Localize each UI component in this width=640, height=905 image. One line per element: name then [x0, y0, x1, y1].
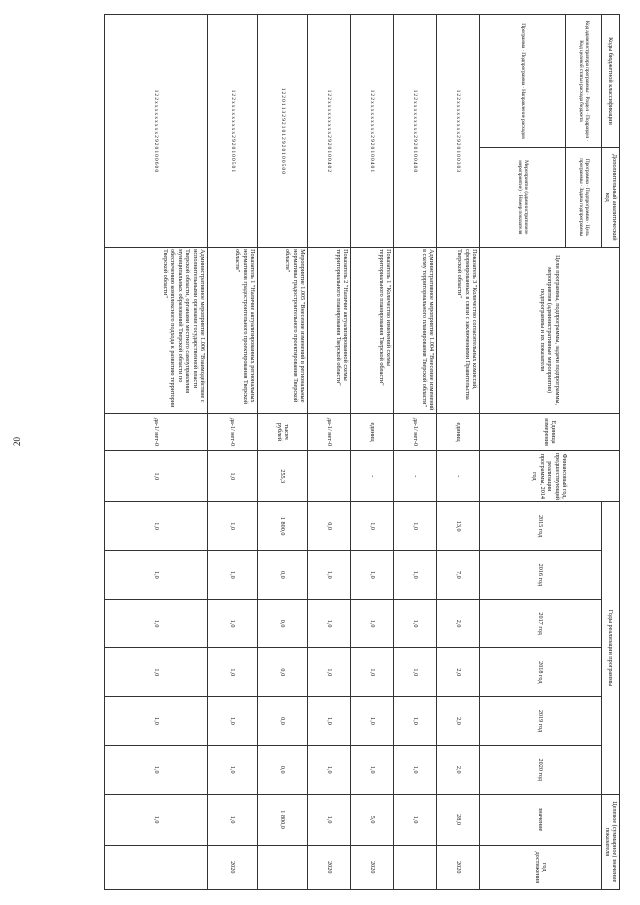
y2015-cell: 0,0	[308, 502, 351, 551]
y2017-cell: 2,0	[437, 599, 480, 648]
y2020-cell: 1,0	[208, 745, 258, 794]
code-cell: 1 2 2 x x x x x x x x x 2 9 2 0 1 0 0 6 0 0	[105, 15, 208, 248]
name-cell: Мероприятие 1.005 "Внесение изменений в региональные нормативы градостроительного проектирования Тверской области"	[258, 247, 308, 413]
section-header: Раздел	[584, 96, 591, 111]
y2019-cell: 0,0	[258, 697, 308, 746]
y2020-cell: 0,0	[258, 745, 308, 794]
y2019-cell: 2,0	[437, 697, 480, 746]
y2016-cell: 7,0	[437, 551, 480, 600]
value-header: значение	[480, 794, 602, 845]
rotated-table-container	[60, 14, 620, 890]
y2020-cell: 1,0	[308, 745, 351, 794]
y2016-cell: 0,0	[258, 551, 308, 600]
name-cell: Показатель 1 "Наличие актуализированных региональных нормативов градостроительного проектирования Тверской области"	[208, 247, 258, 413]
achieve-year-cell	[105, 845, 208, 889]
unit-cell: да-1/ нет-0	[105, 413, 208, 451]
name-cell: Показатель 2 "Наличие актуализированной схемы территориального планирования Тверской области"	[308, 247, 351, 413]
program-header: Программа	[519, 23, 526, 49]
target-value-cell: 5,0	[351, 794, 394, 845]
unit-cell: единиц	[351, 413, 394, 451]
y2015-cell: 1,0	[394, 502, 437, 551]
table-row	[394, 15, 437, 890]
code-cell: 1 2 2 x x x x x x x x x 2 9 2 0 1 0 0 3 0 3	[437, 15, 480, 248]
subsection-header: Подраздел	[584, 115, 591, 139]
y2018-cell: 1,0	[208, 648, 258, 697]
admin-code-header: Код администратора программы	[584, 20, 591, 93]
target-value-cell: 1 800,0	[258, 794, 308, 845]
program-a-header: Программа	[584, 158, 591, 184]
target-value-cell: 28,0	[437, 794, 480, 845]
table-row	[437, 15, 480, 890]
target-article-header: Код целевой статьи расхода бюджета	[577, 40, 584, 122]
fin-year-cell	[308, 451, 351, 502]
budget-codes-header: Коды бюджетной классификации	[602, 15, 620, 148]
years-header: Годы реализации программы	[602, 502, 620, 794]
y2018-cell: 1,0	[308, 648, 351, 697]
table-row	[351, 15, 394, 890]
unit-header: Единица измерения	[480, 413, 620, 451]
program-table	[104, 14, 620, 890]
y2015-cell: 13,0	[437, 502, 480, 551]
y2018-header: 2018 год	[480, 648, 602, 697]
program-goal-header: Цель программы	[577, 158, 591, 236]
y2016-cell: 1,0	[105, 551, 208, 600]
fin-year-cell: -	[437, 451, 480, 502]
code-cell: 1 2 2 0 1 1 3 2 9 2 1 0 1 2 9 2 0 1 0 0 5 0 0	[258, 15, 308, 248]
activity-header: Мероприятие (административное мероприятие)	[516, 160, 530, 235]
y2017-cell: 1,0	[105, 599, 208, 648]
y2017-cell: 1,0	[351, 599, 394, 648]
unit-cell: тысяч рублей	[258, 413, 308, 451]
y2017-cell: 1,0	[208, 599, 258, 648]
name-cell: Административное мероприятие 1.006 "Взаимодействие с исполнительными органами государственной власти Тверской области, органами местного самоуправления муниципальных образований Тверской области по обеспечению комплексного подхода к развитию территории Тверской области"	[105, 247, 208, 413]
achieve-year-cell	[258, 845, 308, 889]
subprogram-a-header: Подпрограмма	[584, 187, 591, 221]
achieve-year-cell: 2020	[437, 845, 480, 889]
fin-year-cell: -	[394, 451, 437, 502]
y2019-cell: 1,0	[105, 697, 208, 746]
y2018-cell: 2,0	[437, 648, 480, 697]
unit-cell: да-1/ нет-0	[208, 413, 258, 451]
y2018-cell: 0,0	[258, 648, 308, 697]
code-cell: 1 2 2 x x x x x x x x x 2 9 2 0 1 0 0 4 0 0	[394, 15, 437, 248]
y2015-cell: 1 800,0	[258, 502, 308, 551]
y2019-cell: 1,0	[308, 697, 351, 746]
fin-year-cell: 255,3	[258, 451, 308, 502]
indicator-no-header: Номер показателя	[516, 194, 523, 235]
unit-cell: да-1/ нет-0	[394, 413, 437, 451]
analytic-subheaders-2: Мероприятие (административное мероприятие) · Номер показателя	[480, 147, 566, 247]
fin-year-cell: 1,0	[208, 451, 258, 502]
y2020-header: 2020 год	[480, 745, 602, 794]
fin-year-cell: 1,0	[105, 451, 208, 502]
y2017-cell: 0,0	[258, 599, 308, 648]
achieve-year-cell: 2020	[351, 845, 394, 889]
table-row	[308, 15, 351, 890]
names-header: Цели программы, подпрограммы, задачи подпрограммы, мероприятия (административные мероприятия) подпрограммы и их показатели	[480, 247, 620, 413]
code-cell: 1 2 2 x x x x x x x x x 2 9 2 0 1 0 0 4 0 2	[308, 15, 351, 248]
code-cell: 1 2 2 x x x x x x x x x 2 9 2 0 1 0 0 5 0 1	[208, 15, 258, 248]
y2017-header: 2017 год	[480, 599, 602, 648]
table-row	[258, 15, 308, 890]
fin-year-header: Финансовый год, предшествующий реализации программы, 2014 год	[480, 451, 620, 502]
y2016-cell: 1,0	[308, 551, 351, 600]
code-subheaders-2: Программа · Подпрограмма · Направление расходов	[480, 15, 566, 148]
name-cell: Административное мероприятие 1.004 "Внесение изменений в схему территориального планирования Тверской области"	[394, 247, 437, 413]
target-value-cell: 1,0	[208, 794, 258, 845]
code-subheaders: Код администратора программы · Раздел · Подраздел · Код целевой статьи расхода бюджета	[566, 15, 602, 148]
y2017-cell: 1,0	[394, 599, 437, 648]
y2017-cell: 1,0	[308, 599, 351, 648]
subprogram-task-header: Задача подпрограммы	[577, 187, 584, 237]
expense-direction-header: Направление расходов	[519, 89, 526, 139]
target-value-cell: 1,0	[308, 794, 351, 845]
y2016-cell: 1,0	[394, 551, 437, 600]
y2020-cell: 1,0	[394, 745, 437, 794]
unit-cell: единиц	[437, 413, 480, 451]
y2019-cell: 1,0	[351, 697, 394, 746]
y2016-header: 2016 год	[480, 551, 602, 600]
y2020-cell: 1,0	[351, 745, 394, 794]
y2015-cell: 1,0	[208, 502, 258, 551]
y2018-cell: 1,0	[105, 648, 208, 697]
y2020-cell: 1,0	[105, 745, 208, 794]
y2020-cell: 2,0	[437, 745, 480, 794]
target-value-cell: 1,0	[394, 794, 437, 845]
y2019-cell: 1,0	[208, 697, 258, 746]
analytic-subheaders: Программа · Подпрограмма · Цель программы · Задача подпрограммы	[566, 147, 602, 247]
achieve-year-cell: 2020	[208, 845, 258, 889]
y2016-cell: 1,0	[208, 551, 258, 600]
achieve-year-header: год достижения	[480, 845, 602, 889]
code-cell: 1 2 2 x x x x x x x x x 2 9 2 0 1 0 0 4 0 1	[351, 15, 394, 248]
table-row	[208, 15, 258, 890]
subprogram-b-header: Подпрограмма	[519, 52, 526, 85]
table-row	[105, 15, 208, 890]
fin-year-cell: -	[351, 451, 394, 502]
analytic-code-header: Дополнительный аналитический код	[602, 147, 620, 247]
y2018-cell: 1,0	[394, 648, 437, 697]
y2019-header: 2019 год	[480, 697, 602, 746]
unit-cell: да-1/ нет-0	[308, 413, 351, 451]
y2015-cell: 1,0	[105, 502, 208, 551]
y2018-cell: 1,0	[351, 648, 394, 697]
name-cell: Показатель 1 "Количество изменений схемы территориального планирования Тверской области"	[351, 247, 394, 413]
page-number: 20	[12, 437, 22, 446]
achieve-year-cell	[394, 845, 437, 889]
y2015-header: 2015 год	[480, 502, 602, 551]
y2019-cell: 1,0	[394, 697, 437, 746]
target-header: Целевое (суммарное) значение показателя	[602, 794, 620, 889]
target-value-cell: 1,0	[105, 794, 208, 845]
y2016-cell: 1,0	[351, 551, 394, 600]
name-cell: Показатель 3 "Количество согласительных комиссий, сформированных в связи с заключениями Правительства Тверской области"	[437, 247, 480, 413]
y2015-cell: 1,0	[351, 502, 394, 551]
achieve-year-cell: 2020	[308, 845, 351, 889]
